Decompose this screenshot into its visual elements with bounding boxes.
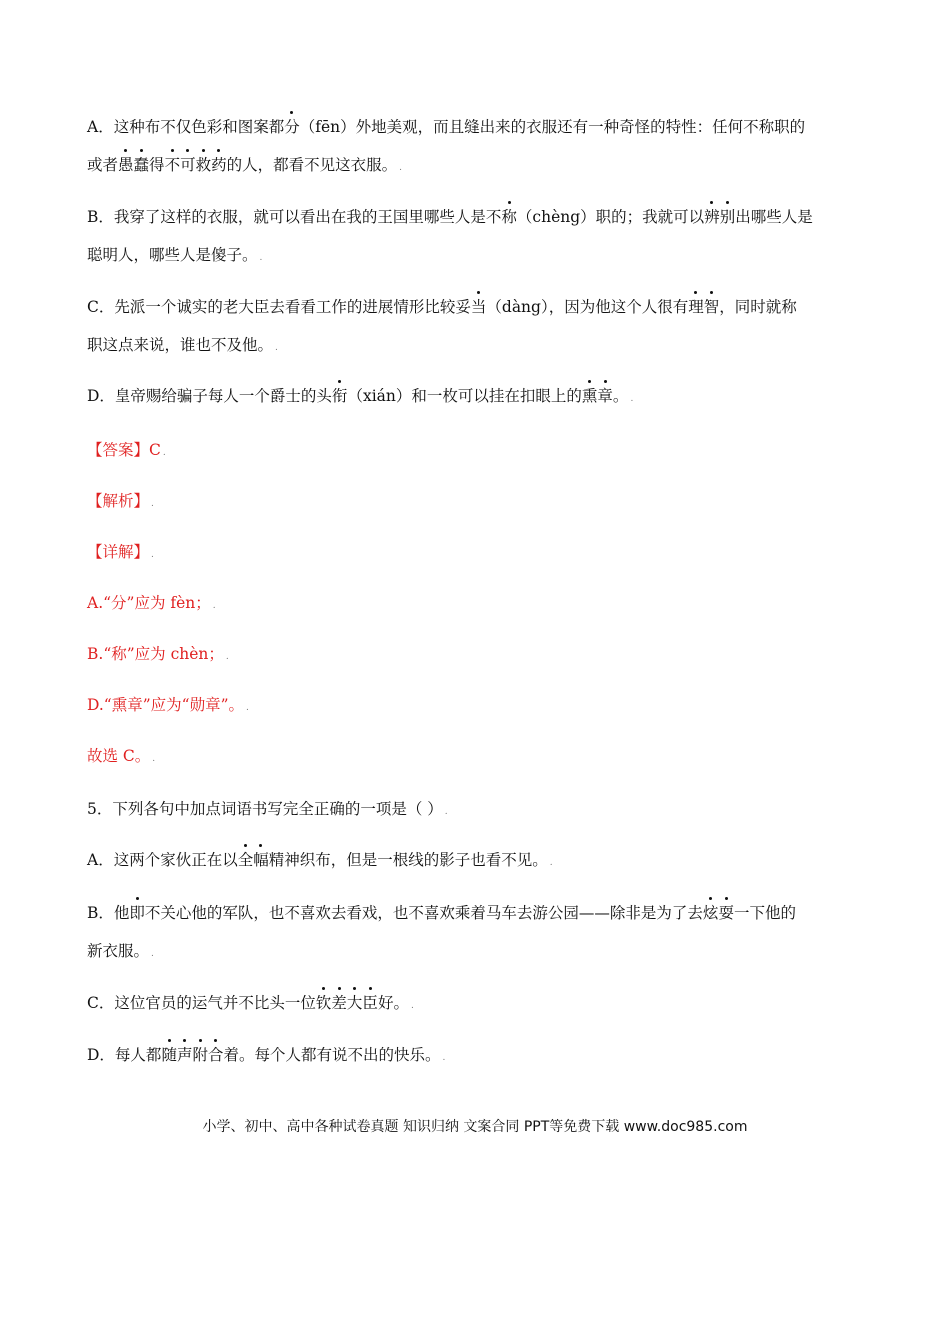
paragraph-mark: . [152,754,156,764]
text: 不关心他的军队，也不喜欢去看戏，也不喜欢乘着马车去游公园——除非是为了去 [144,904,703,922]
q5-option-b-line1 [87,903,877,923]
dotted-word: 差 [331,994,347,1012]
dotted-word: 分 [284,118,300,136]
dotted-word: 蠢 [133,156,150,174]
dotted-word: 不 [164,156,181,174]
text: 好。 [377,994,409,1012]
q4-option-a-line2 [87,155,877,178]
text: （dàng），因为他这个人很有 [486,298,689,316]
paragraph-mark: . [399,163,403,173]
q4-option-b-line1 [87,207,877,227]
paragraph-mark: . [549,858,553,868]
text: 着。每个人都有说不出的快乐。 [223,1046,441,1064]
paragraph-mark: . [162,448,166,458]
text: D.“熏章”应为“勋章”。 [87,696,244,714]
detail-label: 【详解】 [87,543,150,561]
text: 得 [149,156,165,174]
dotted-word: 全 [237,851,254,869]
paragraph-mark: . [410,1001,414,1011]
analysis-line [87,491,877,514]
paragraph-mark: . [444,807,448,817]
text: 故选 C。 [87,747,151,765]
paragraph-mark: . [151,949,154,959]
paragraph-mark: . [259,253,263,263]
conclusion [87,746,877,769]
text: 精神织布，但是一根线的影子也看不见。 [268,851,548,869]
paragraph-mark: . [630,394,634,404]
dotted-word: 章 [597,387,613,405]
dotted-word: 声 [176,1046,193,1064]
text: A．这两个家伙正在以 [87,851,238,869]
detail-b [87,644,877,667]
dotted-word: 即 [129,904,145,922]
answer-value: C [149,441,161,459]
text: A．这种布不仅色彩和图案都 [87,118,285,136]
analysis-label: 【解析】 [87,492,150,510]
q4-option-a-line1 [87,117,877,137]
paragraph-mark: . [442,1053,446,1063]
text: 职这点来说，谁也不及他。 [87,336,274,354]
text: 新衣服。 [87,942,150,960]
text: 。 [612,387,629,405]
text: ，同时就称 [719,298,797,316]
dotted-word: 大 [346,994,363,1012]
text: C．这位官员的运气并不比头一位 [87,994,316,1012]
q5-stem [87,799,877,822]
q4-option-d [87,386,877,409]
text: （chèng）职的；我就可以 [516,208,705,226]
dotted-word: 别 [719,208,736,226]
answer-line [87,440,877,463]
dotted-word: 合 [207,1046,224,1064]
text: B．我穿了这样的衣服，就可以看出在我的王国里哪些人是不 [87,208,502,226]
text: （xián）和一枚可以挂在扣眼上的 [347,387,582,405]
dotted-word: 幅 [253,851,269,869]
page-footer: 小学、初中、高中各种试卷真题 知识归纳 文案合同 PPT等免费下载 www.doc985.com [202,1119,748,1135]
dotted-word: 药 [211,156,227,174]
dotted-word: 随 [161,1046,177,1064]
paragraph-mark: . [225,652,229,662]
dotted-word: 愚 [118,156,134,174]
dotted-word: 智 [703,298,720,316]
dotted-word: 附 [192,1046,208,1064]
paragraph-mark: . [275,343,278,353]
dotted-word: 臣 [362,994,378,1012]
text: A.“分”应为 fèn； [87,594,211,612]
q5-option-d [87,1045,877,1068]
dotted-word: 称 [501,208,517,226]
text: D．皇帝赐给骗子每人一个爵士的头 [87,387,332,405]
paragraph-mark: . [151,499,154,509]
dotted-word: 辨 [704,208,720,226]
text: 5．下列各句中加点词语书写完全正确的一项是（ ） [87,800,443,818]
detail-a [87,593,877,616]
paragraph-mark: . [246,703,249,713]
dotted-word: 炫 [702,904,719,922]
text: 或者 [87,156,119,174]
text: B．他 [87,904,130,922]
dotted-word: 衔 [331,387,348,405]
detail-d [87,695,877,718]
dotted-word: 当 [470,298,487,316]
text: 一下他的 [733,904,796,922]
paragraph-mark: . [151,550,154,560]
q4-option-c-line2 [87,335,877,358]
q5-option-c [87,993,877,1016]
text: 的人，都看不见这衣服。 [226,156,398,174]
text: D．每人都 [87,1046,162,1064]
detail-line [87,542,877,565]
text: C．先派一个诚实的老大臣去看看工作的进展情形比较妥 [87,298,471,316]
q5-option-a [87,850,877,873]
dotted-word: 救 [195,156,212,174]
q4-option-c-line1 [87,297,877,317]
q5-option-b-line2 [87,941,877,964]
dotted-word: 理 [688,298,704,316]
dotted-word: 钦 [315,994,332,1012]
dotted-word: 熏 [581,387,598,405]
answer-label: 【答案】 [87,441,150,459]
text: （fēn）外地美观，而且缝出来的衣服还有一种奇怪的特性：任何不称职的 [299,118,806,136]
text: 出哪些人是 [735,208,813,226]
paragraph-mark: . [212,601,216,611]
dotted-word: 耍 [718,904,734,922]
q4-option-b-line2 [87,245,877,268]
text: 聪明人，哪些人是傻子。 [87,246,258,264]
text: B.“称”应为 chèn； [87,645,224,663]
dotted-word: 可 [180,156,196,174]
